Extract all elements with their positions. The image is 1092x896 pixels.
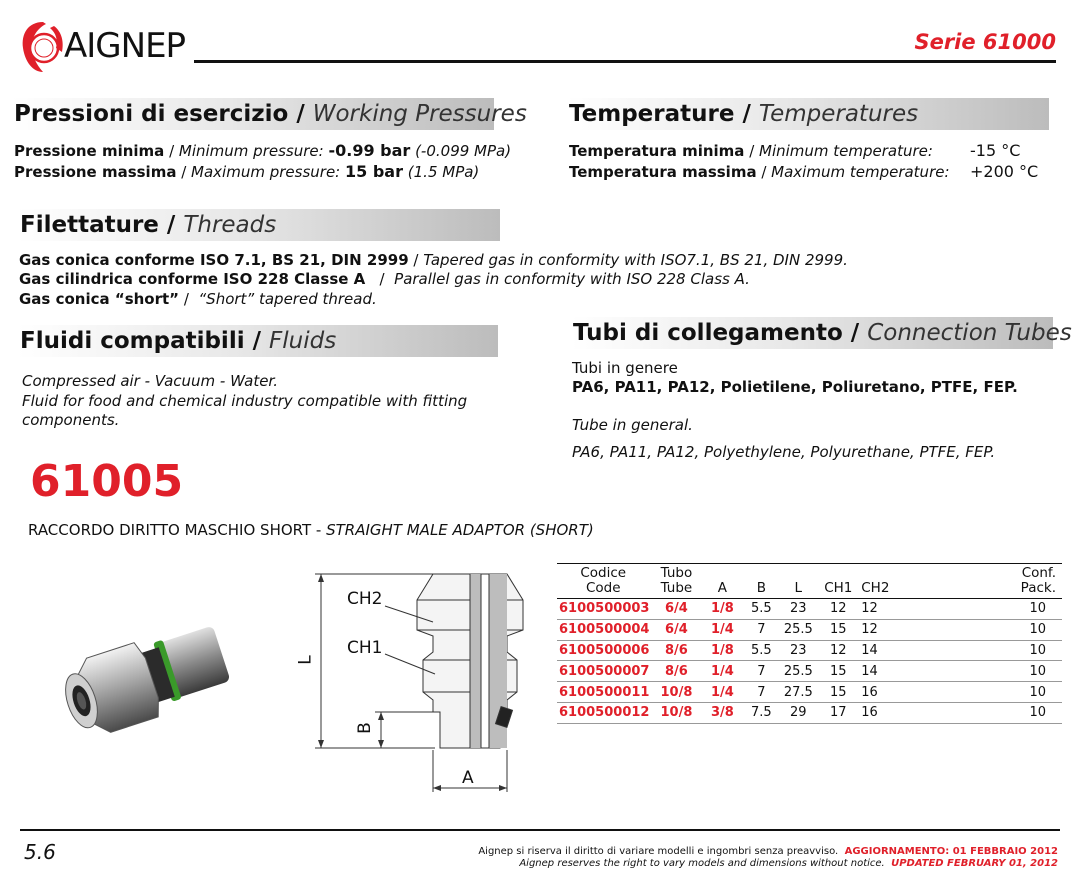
temperatures-title-en: Temperatures (758, 101, 919, 127)
drawing-label-b: B (354, 722, 375, 734)
pressure-min-row: Pressione minima / Minimum pressure: -0.99 bar (-0.099 MPa) (14, 141, 512, 160)
drawing-label-a: A (462, 768, 474, 788)
table-cell: 15 (815, 661, 861, 682)
tubes-title-en: Connection Tubes (867, 320, 1072, 346)
table-cell: 15 (815, 682, 861, 703)
table-cell: 23 (781, 599, 815, 620)
tubes-en-heading: Tube in general. (572, 416, 693, 434)
table-cell: 15 (815, 619, 861, 640)
pressure-max-label-en: Maximum pressure: (191, 163, 341, 181)
table-cell: 7 (741, 619, 781, 640)
fluids-title-it: Fluidi compatibili (20, 328, 245, 354)
technical-drawing (295, 560, 535, 800)
table-cell: 12 (861, 619, 905, 640)
header-rule (194, 60, 1056, 63)
drawing-label-ch1: CH1 (347, 638, 383, 658)
table-cell: 14 (861, 640, 905, 661)
pressure-max-row: Pressione massima / Maximum pressure: 15 bar (1.5 MPa) (14, 162, 480, 181)
table-cell: 5.5 (741, 640, 781, 661)
table-row (557, 661, 1062, 682)
table-cell: 10 (905, 640, 1062, 661)
footer-note-en-text: Aignep reserves the right to vary models and dimensions without notice. (519, 858, 885, 869)
product-code: 61005 (30, 456, 184, 507)
thread-line-3-it: Gas conica “short” (19, 290, 180, 308)
temperature-min-value: -15 °C (970, 141, 1021, 160)
cell-code: 6100500012 (557, 702, 649, 723)
tubes-it-heading: Tubi in genere (572, 359, 678, 377)
table-cell: 23 (781, 640, 815, 661)
table-cell: 16 (861, 702, 905, 723)
table-cell: 10/8 (649, 702, 703, 723)
pressure-max-value-alt: (1.5 MPa) (407, 163, 480, 181)
table-cell: 10 (905, 661, 1062, 682)
table-cell: 7 (741, 682, 781, 703)
fluids-title-en: Fluids (269, 328, 337, 354)
table-cell: 10/8 (649, 682, 703, 703)
pressure-max-label-it: Pressione massima (14, 163, 177, 181)
tubes-en-list: PA6, PA11, PA12, Polyethylene, Polyurethane, PTFE, FEP. (572, 443, 996, 461)
temperature-max-row: Temperatura massima / Maximum temperature: (569, 163, 950, 181)
thread-line-2-it: Gas cilindrica conforme ISO 228 Classe A (19, 270, 366, 288)
col-a: A (703, 564, 741, 599)
threads-title-it: Filettature (20, 212, 159, 238)
table-cell: 3/8 (703, 702, 741, 723)
thread-line-2: Gas cilindrica conforme ISO 228 Classe A / Parallel gas in conformity with ISO 228 Class A. (19, 270, 750, 288)
pressures-title-it: Pressioni di esercizio (14, 101, 289, 127)
thread-line-1-it: Gas conica conforme ISO 7.1, BS 21, DIN 2999 (19, 251, 409, 269)
pressure-min-value-alt: (-0.099 MPa) (415, 142, 512, 160)
fluids-line-2: Fluid for food and chemical industry compatible with fitting (22, 392, 468, 410)
footer-updated-en: UPDATED FEBRUARY 01, 2012 (891, 858, 1058, 869)
temperature-min-label-it: Temperatura minima (569, 142, 745, 160)
table-cell: 10 (905, 599, 1062, 620)
tubes-it-list: PA6, PA11, PA12, Polietilene, Poliuretano, PTFE, FEP. (572, 378, 1018, 396)
temperature-max-value: +200 °C (970, 162, 1039, 181)
tubes-title-it: Tubi di collegamento (573, 320, 843, 346)
col-tube: Tubo Tube (649, 564, 703, 599)
table-cell: 6/4 (649, 599, 703, 620)
fluids-line-3: components. (22, 411, 120, 429)
col-ch1: CH1 (815, 564, 861, 599)
thread-line-3: Gas conica “short” / “Short” tapered thread. (19, 290, 377, 308)
table-cell: 16 (861, 682, 905, 703)
table-cell: 29 (781, 702, 815, 723)
temperature-min-row: Temperatura minima / Minimum temperature: (569, 142, 933, 160)
table-row (557, 619, 1062, 640)
thread-line-3-en: “Short” tapered thread. (198, 290, 377, 308)
section-header-tubes: Tubi di collegamento / Connection Tubes (571, 317, 1053, 349)
table-cell: 14 (861, 661, 905, 682)
footer-updated-it: AGGIORNAMENTO: 01 FEBBRAIO 2012 (844, 846, 1058, 857)
col-b: B (741, 564, 781, 599)
footer-note-it-text: Aignep si riserva il diritto di variare modelli e ingombri senza preavviso. (478, 846, 839, 857)
series-title: Serie 61000 (914, 30, 1056, 54)
table-cell: 1/4 (703, 682, 741, 703)
table-cell: 12 (815, 599, 861, 620)
thread-line-1: Gas conica conforme ISO 7.1, BS 21, DIN 2999 / Tapered gas in conformity with ISO7.1, BS 21, DIN 2999. (19, 251, 848, 269)
page-number: 5.6 (24, 840, 56, 864)
table-cell: 7.5 (741, 702, 781, 723)
logo-mark-icon (18, 18, 68, 76)
section-header-fluids: Fluidi compatibili / Fluids (18, 325, 498, 357)
cell-code: 6100500004 (557, 619, 649, 640)
table-cell: 27.5 (781, 682, 815, 703)
pressure-min-value: -0.99 bar (328, 141, 411, 160)
temperature-max-label-it: Temperatura massima (569, 163, 757, 181)
pressure-max-value: 15 bar (345, 162, 403, 181)
table-header-row (557, 564, 1062, 599)
table-row (557, 640, 1062, 661)
logo (18, 18, 68, 76)
cell-code: 6100500011 (557, 682, 649, 703)
section-header-threads: Filettature / Threads (18, 209, 500, 241)
col-pack: Conf. Pack. (905, 564, 1062, 599)
brand-name: AIGNEP (64, 26, 186, 66)
table-cell: 1/8 (703, 599, 741, 620)
footer-rule (20, 829, 1060, 831)
pressure-min-label-it: Pressione minima (14, 142, 165, 160)
footer-note-it (478, 846, 1058, 857)
fluids-line-1: Compressed air - Vacuum - Water. (22, 372, 278, 390)
temperature-min-label-en: Minimum temperature: (759, 142, 933, 160)
col-code: Codice Code (557, 564, 649, 599)
product-description (28, 521, 594, 539)
table-cell: 17 (815, 702, 861, 723)
cell-code: 6100500006 (557, 640, 649, 661)
table-cell: 10 (905, 702, 1062, 723)
pressures-title-en: Working Pressures (312, 101, 527, 127)
product-photo (60, 615, 260, 765)
cell-code: 6100500007 (557, 661, 649, 682)
pressure-min-label-en: Minimum pressure: (178, 142, 324, 160)
table-cell: 25.5 (781, 619, 815, 640)
table-row (557, 599, 1062, 620)
table-cell: 12 (861, 599, 905, 620)
col-l: L (781, 564, 815, 599)
spec-table (557, 563, 1062, 724)
thread-line-2-en: Parallel gas in conformity with ISO 228 Class A. (394, 270, 750, 288)
threads-title-en: Threads (183, 212, 277, 238)
table-cell: 7 (741, 661, 781, 682)
table-cell: 25.5 (781, 661, 815, 682)
product-description-en: STRAIGHT MALE ADAPTOR (SHORT) (326, 521, 594, 539)
table-cell: 1/8 (703, 640, 741, 661)
temperatures-title-it: Temperature (569, 101, 735, 127)
col-ch2: CH2 (861, 564, 905, 599)
product-description-it: RACCORDO DIRITTO MASCHIO SHORT - (28, 521, 322, 539)
table-cell: 12 (815, 640, 861, 661)
table-cell: 1/4 (703, 619, 741, 640)
cell-code: 6100500003 (557, 599, 649, 620)
drawing-label-ch2: CH2 (347, 589, 383, 609)
table-cell: 10 (905, 619, 1062, 640)
table-cell: 8/6 (649, 661, 703, 682)
drawing-label-l: L (295, 655, 316, 665)
section-header-temperatures: Temperature / Temperatures (567, 98, 1049, 130)
table-cell: 5.5 (741, 599, 781, 620)
table-cell: 6/4 (649, 619, 703, 640)
temperature-max-label-en: Maximum temperature: (771, 163, 950, 181)
table-row (557, 702, 1062, 723)
thread-line-1-en: Tapered gas in conformity with ISO7.1, BS 21, DIN 2999. (423, 251, 848, 269)
table-cell: 10 (905, 682, 1062, 703)
table-cell: 1/4 (703, 661, 741, 682)
footer-note-en (519, 858, 1058, 869)
table-row (557, 682, 1062, 703)
table-cell: 8/6 (649, 640, 703, 661)
section-header-pressures: Pressioni di esercizio / Working Pressures (12, 98, 494, 130)
